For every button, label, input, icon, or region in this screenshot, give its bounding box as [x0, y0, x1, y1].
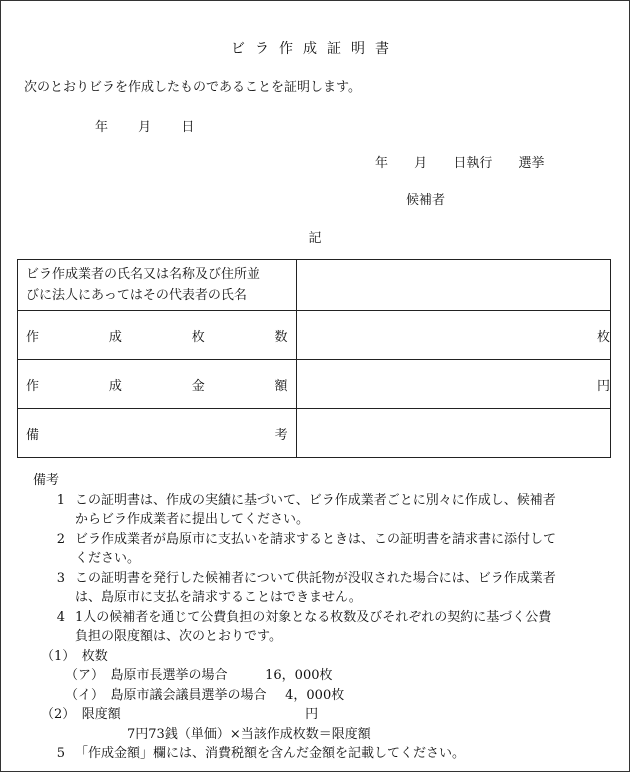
note-2	[29, 530, 624, 550]
vendor-label-line2: びに法人にあってはその代表者の氏名	[26, 288, 247, 303]
vendor-label-cell	[18, 260, 297, 311]
note-text: ビラ作成業者が島原市に支払いを請求するときは、この証明書を請求書に添付して	[75, 531, 557, 547]
note-number: 2	[56, 531, 65, 547]
note-text: この証明書を発行した候補者について供託物が没収された場合には、ビラ作成業者	[75, 570, 556, 586]
remarks-label-char: 備	[26, 427, 40, 443]
amount-label-char: 額	[274, 378, 288, 394]
candidate-label: 候補者	[406, 193, 446, 208]
quantity-label-char: 成	[108, 329, 122, 345]
note-4-cont: 負担の限度額は、次のとおりです。	[75, 629, 282, 644]
note-4	[29, 608, 624, 628]
amount-label-char: 成	[108, 378, 122, 394]
vendor-label-line1: ビラ作成業者の氏名又は名称及び住所並	[26, 267, 261, 282]
remarks-label-char: 考	[274, 427, 288, 443]
note-4-1: （1） 枚数	[41, 648, 108, 664]
note-text: 1人の候補者を通じて公費負担の対象となる枚数及びそれぞれの契約に基づく公費	[75, 609, 552, 625]
date-year: 年	[95, 120, 109, 135]
note-number: 5	[56, 746, 65, 761]
amount-value-cell[interactable]	[296, 360, 610, 409]
note-4-1-i	[29, 686, 624, 706]
note-number: 4	[56, 609, 65, 625]
table-row	[18, 311, 611, 360]
intro-text: 次のとおりビラを作成したものであることを証明します。	[24, 80, 361, 95]
note-4-1-a-label: （ア） 島原市長選挙の場合	[65, 668, 228, 683]
quantity-label-cell	[18, 311, 297, 360]
quantity-unit: 枚	[596, 329, 610, 345]
table-row	[18, 260, 611, 311]
note-4-1-a	[29, 666, 624, 686]
note-4-2	[29, 705, 624, 725]
note-4-1-i-label: （イ） 島原市議会議員選挙の場合	[65, 687, 267, 703]
election-info	[375, 157, 566, 170]
amount-label-cell	[18, 360, 297, 409]
election-month: 月	[414, 156, 428, 171]
amount-label-char: 金	[191, 378, 205, 394]
quantity-label-char: 枚	[191, 329, 205, 345]
note-1	[29, 491, 624, 511]
note-4-1-a-value: 16，000枚	[265, 668, 333, 683]
note-4-2-formula: 7円73銭（単価）×当該作成枚数＝限度額	[127, 726, 371, 742]
remarks-value-cell[interactable]	[296, 409, 610, 458]
notes-heading: 備考	[33, 473, 60, 488]
note-number: 3	[56, 570, 65, 586]
date-day: 日	[181, 120, 195, 135]
note-1-cont: からビラ作成業者に提出してください。	[75, 512, 310, 527]
note-text: この証明書は、作成の実績に基づいて、ビラ作成業者ごとに別々に作成し、候補者	[75, 492, 556, 508]
election-year: 年	[375, 156, 389, 171]
issue-date	[95, 121, 220, 134]
election-name: 選挙	[518, 156, 545, 171]
note-4-2-unit: 円	[305, 707, 319, 722]
ki-label: 記	[308, 231, 322, 246]
quantity-value-cell[interactable]	[296, 311, 610, 360]
certificate-table	[17, 259, 611, 458]
quantity-label-char: 作	[26, 329, 40, 345]
vendor-value-cell[interactable]	[296, 260, 610, 311]
note-number: 1	[56, 492, 65, 508]
note-text: 「作成金額」欄には、消費税額を含んだ金額を記載してください。	[75, 746, 466, 761]
note-4-1-i-value: 4，000枚	[285, 687, 345, 703]
remarks-label-cell	[18, 409, 297, 458]
note-3	[29, 569, 624, 589]
amount-label-char: 作	[26, 378, 40, 394]
table-row	[18, 409, 611, 458]
note-2-cont: ください。	[75, 551, 141, 566]
note-3-cont: は、島原市に支払を請求することはできません。	[75, 590, 362, 605]
note-4-2-label: （2） 限度額	[41, 707, 121, 722]
note-5	[29, 744, 624, 764]
table-row	[18, 360, 611, 409]
election-held: 日執行	[453, 156, 493, 171]
date-month: 月	[138, 120, 152, 135]
notes-section	[29, 471, 624, 764]
amount-unit: 円	[596, 378, 610, 394]
document-title: ビラ作成証明書	[231, 41, 399, 57]
quantity-label-char: 数	[274, 329, 288, 345]
